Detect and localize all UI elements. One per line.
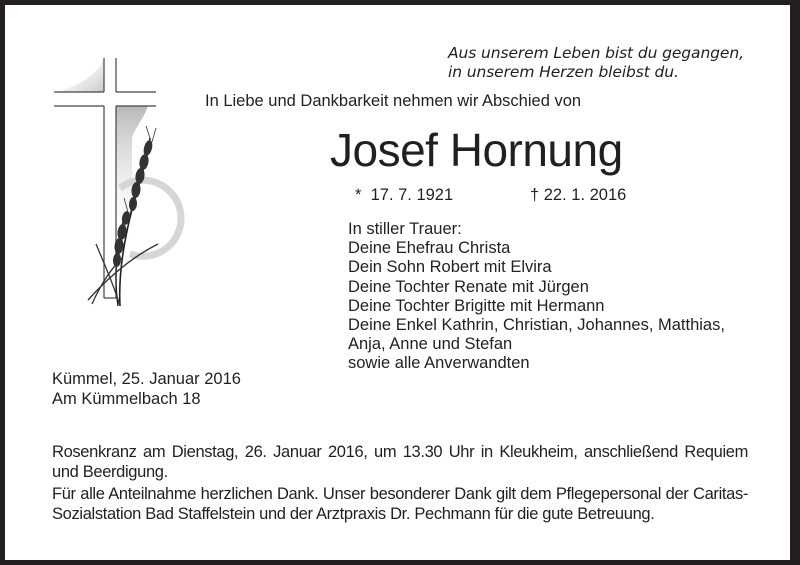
mourner-line: Dein Sohn Robert mit Elvira (348, 258, 552, 277)
place-date: Kümmel, 25. Januar 2016 (52, 370, 241, 388)
service-info: Rosenkranz am Dienstag, 26. Januar 2016, um 13.30 Uhr in Kleukheim, anschließend Requiem und Beerdigung. (52, 443, 748, 481)
mourner-line: sowie alle Anverwandten (348, 354, 530, 373)
motto (448, 44, 788, 82)
place-and-address (52, 370, 241, 409)
birth-date: * 17. 7. 1921 (355, 186, 454, 204)
mourner-line: Deine Tochter Renate mit Jürgen (348, 277, 589, 296)
mourner-line: Anja, Anne und Stefan (348, 335, 513, 354)
mourners-list (348, 220, 725, 374)
mourner-line: Deine Ehefrau Christa (348, 239, 511, 258)
frame-right-edge (790, 0, 800, 565)
mourner-line: Deine Enkel Kathrin, Christian, Johannes, Matthias, (348, 316, 725, 335)
cross-with-wheat-icon (48, 48, 188, 310)
address: Am Kümmelbach 18 (52, 389, 201, 408)
thanks-note: Für alle Anteilnahme herzlichen Dank. Unser besonderer Dank gilt dem Pflegepersonal der Caritas-Sozialstation Bad Staffelstein und der Arztpraxis Dr. Pechmann für die gute Betreuung. (52, 485, 748, 523)
footer-notes (52, 443, 748, 527)
intro-text: In Liebe und Dankbarkeit nehmen wir Abschied von (205, 92, 582, 110)
death-date: † 22. 1. 2016 (530, 186, 627, 204)
mourner-line: Deine Tochter Brigitte mit Hermann (348, 296, 605, 315)
mourners-heading: In stiller Trauer: (348, 220, 462, 238)
deceased-name: Josef Hornung (330, 124, 623, 176)
motto-line-1: Aus unserem Leben bist du gegangen, (448, 44, 744, 62)
motto-line-2: in unserem Herzen bleibst du. (448, 63, 679, 81)
